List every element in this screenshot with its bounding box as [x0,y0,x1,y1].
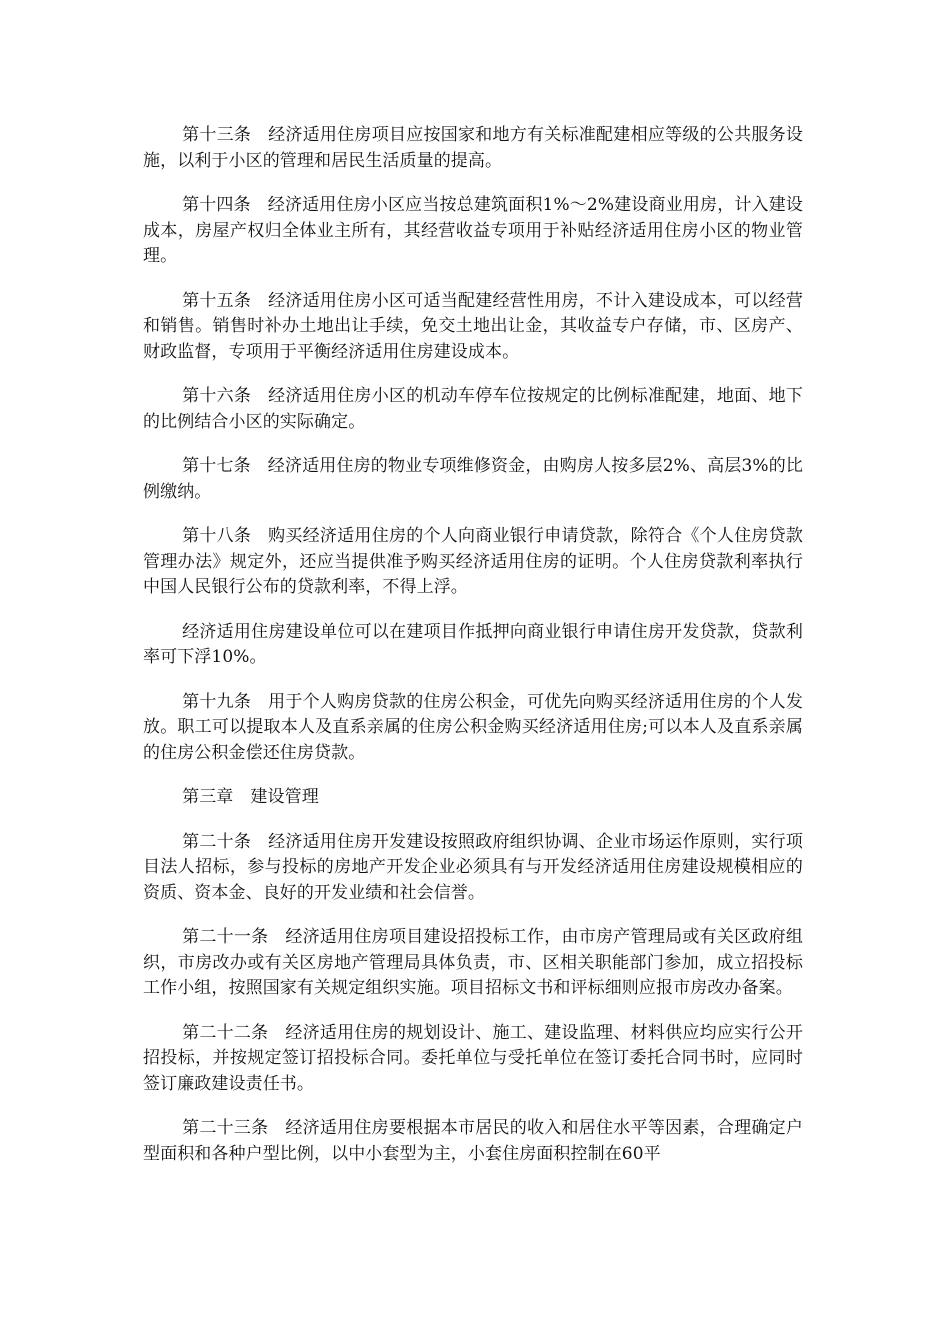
paragraph-article-19 [143,690,803,767]
article-number: 第十七条 [182,456,251,476]
paragraph-article-18 [143,524,803,601]
paragraph-article-23 [143,1116,803,1167]
article-number: 第十五条 [182,290,252,311]
article-text: 购买经济适用住房的个人向商业银行申请贷款，除符合《个人住房贷款管理办法》规定外，还应当提供准予购买经济适用住房的证明。个人住房贷款利率执行中国人民银行公布的贷款利率，不得上浮。 [143,526,803,597]
article-text: 经济适用住房要根据本市居民的收入和居住水平等因素，合理确定户型面积和各种户型比例，以中小套型为主，小套住房面积控制在60平 [143,1118,804,1164]
article-text: 经济适用住房小区的机动车停车位按规定的比例标准配建，地面、地下的比例结合小区的实际确定。 [143,386,803,432]
article-number: 第十九条 [182,691,252,712]
document-body [143,123,803,1186]
chapter-number: 第三章 [182,787,234,807]
article-text: 经济适用住房开发建设按照政府组织协调、企业市场运作原则，实行项目法人招标，参与投标的房地产开发企业必须具有与开发经济适用住房建设规模相应的资质、资本金、良好的开发业绩和社会信誉。 [143,831,803,903]
article-text: 经济适用住房小区应当按总建筑面积1%～2%建设商业用房，计入建设成本，房屋产权归全体业主所有，其经营收益专项用于补贴经济适用住房小区的物业管理。 [143,195,803,266]
paragraph-article-22 [143,1021,803,1098]
paragraph-article-15 [143,289,803,366]
article-number: 第十三条 [182,125,252,145]
article-number: 第二十一条 [182,927,269,947]
article-text: 用于个人购房贷款的住房公积金，可优先向购买经济适用住房的个人发放。职工可以提取本人及直系亲属的住房公积金购买经济适用住房;可以本人及直系亲属的住房公积金偿还住房贷款。 [143,691,803,763]
paragraph-article-17 [143,454,803,505]
chapter-title: 建设管理 [250,787,319,807]
article-text: 经济适用住房项目建设招投标工作，由市房产管理局或有关区政府组织，市房改办或有关区房地产管理局具体负责，市、区相关职能部门参加，成立招投标工作小组，按照国家有关规定组织实施。项目招标文书和评标细则应报市房改办备案。 [143,927,804,998]
article-number: 第二十二条 [182,1022,269,1043]
article-number: 第二十条 [182,831,252,852]
article-text: 经济适用住房项目应按国家和地方有关标准配建相应等级的公共服务设施，以利于小区的管理和居民生活质量的提高。 [143,125,803,171]
article-number: 第十四条 [182,195,251,215]
paragraph-article-20 [143,830,803,907]
article-number: 第十八条 [182,526,252,546]
paragraph-article-14 [143,193,803,270]
chapter-heading [143,785,803,811]
article-text: 经济适用住房小区可适当配建经营性用房，不计入建设成本，可以经营和销售。销售时补办土地出让手续，免交土地出让金，其收益专户存储，市、区房产、财政监督，专项用于平衡经济适用住房建设成本。 [143,290,803,362]
article-text: 经济适用住房的物业专项维修资金，由购房人按多层2%、高层3%的比例缴纳。 [143,456,803,502]
paragraph-article-13 [143,123,803,174]
article-number: 第二十三条 [182,1118,269,1138]
paragraph-article-18-continued [143,620,803,671]
paragraph-article-16 [143,384,803,435]
article-text: 经济适用住房建设单位可以在建项目作抵押向商业银行申请住房开发贷款，贷款利率可下浮10%。 [143,621,803,667]
paragraph-article-21 [143,925,803,1002]
article-number: 第十六条 [182,386,252,406]
article-text: 经济适用住房的规划设计、施工、建设监理、材料供应均应实行公开招投标，并按规定签订招投标合同。委托单位与受托单位在签订委托合同书时，应同时签订廉政建设责任书。 [143,1022,804,1094]
